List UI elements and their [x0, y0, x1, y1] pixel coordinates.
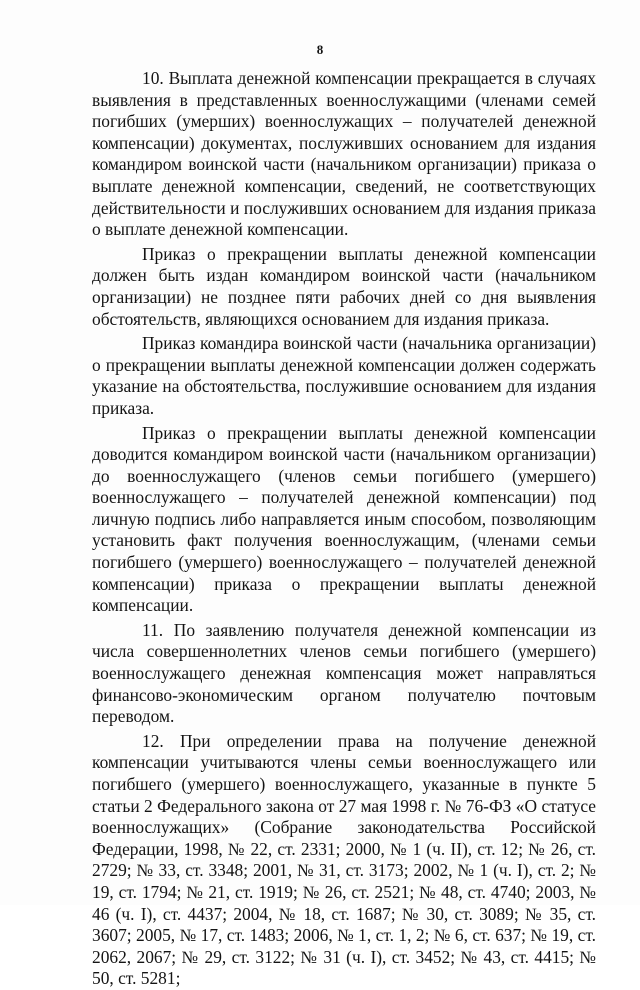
paragraph-termination-order-content: Приказ командира воинской части (начальника организации) о прекращении выплаты денежной компенсации должен содержать указание на обстоятельства, послужившие основанием для издания приказа.: [92, 333, 596, 418]
paragraph-12: 12. При определении права на получение денежной компенсации учитываются члены семьи военнослужащего или погибшего (умершего) военнослужащего, указанные в пункте 5 статьи 2 Федерального закона от 27 мая 1998 г. № 76-ФЗ «О статусе военнослужащих» (Собрание законодательства Российской Федерации, 1998, № 22, ст. 2331; 2000, № 1 (ч. II), ст. 12; № 26, ст. 2729; № 33, ст. 3348; 2001, № 31, ст. 3173; 2002, № 1 (ч. I), ст. 2; № 19, ст. 1794; № 21, ст. 1919; № 26, ст. 2521; № 48, ст. 4740; 2003, № 46 (ч. I), ст. 4437; 2004, № 18, ст. 1687; № 30, ст. 3089; № 35, ст. 3607; 2005, № 17, ст. 1483; 2006, № 1, ст. 1, 2; № 6, ст. 637; № 19, ст. 2062, 2067; № 29, ст. 3122; № 31 (ч. I), ст. 3452; № 43, ст. 4415; № 50, ст. 5281;: [92, 730, 596, 989]
paragraph-termination-order-deadline: Приказ о прекращении выплаты денежной компенсации должен быть издан командиром воинской части (начальником организации) не позднее пяти рабочих дней со дня выявления обстоятельств, являющихся основанием для издания приказа.: [92, 243, 596, 329]
page-number: 8: [316, 42, 324, 57]
document-body: [92, 68, 596, 990]
paragraph-termination-order-delivery: Приказ о прекращении выплаты денежной компенсации доводится командиром воинской части (начальником организации) до военнослужащего (членов семьи погибшего (умершего) военнослужащего – получателей денежной компенсации) под личную подпись либо направляется иным способом, позволяющим установить факт получения военнослужащим, (членами семьи погибшего (умершего) военнослужащего – получателей денежной компенсации) приказа о прекращении выплаты денежной компенсации.: [92, 422, 596, 616]
paragraph-11: 11. По заявлению получателя денежной компенсации из числа совершеннолетних членов семьи погибшего (умершего) военнослужащего денежная компенсация может направляться финансово-экономическим органом получателю почтовым переводом.: [92, 619, 596, 727]
paragraph-10: 10. Выплата денежной компенсации прекращается в случаях выявления в представленных военнослужащими (членами семей погибших (умерших) военнослужащих – получателей денежной компенсации) документах, послуживших основанием для издания командиром воинской части (начальником организации) приказа о выплате денежной компенсации, сведений, не соответствующих действительности и послуживших основанием для издания приказа о выплате денежной компенсации.: [92, 68, 596, 240]
